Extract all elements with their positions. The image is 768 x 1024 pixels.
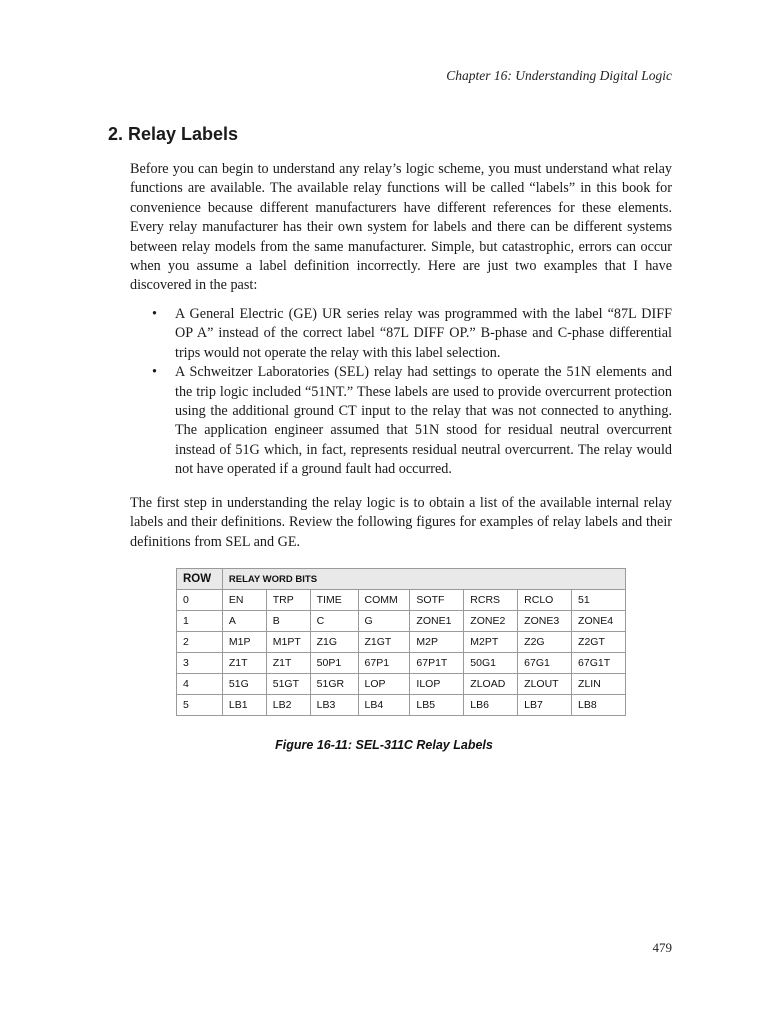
conclusion-paragraph: The first step in understanding the relay logic is to obtain a list of the available internal relay labels and their definitions. Review the following figures for examples of relay labels and their definitions from SEL and GE. — [130, 495, 672, 550]
relay-bit-cell: 51GR — [310, 674, 358, 695]
relay-bit-cell: 67G1T — [572, 653, 626, 674]
relay-bit-cell: LB8 — [572, 695, 626, 716]
relay-bit-cell: Z2GT — [572, 632, 626, 653]
relay-bit-cell: ZLIN — [572, 674, 626, 695]
relay-bit-cell: LOP — [358, 674, 410, 695]
relay-bit-cell: COMM — [358, 590, 410, 611]
row-number-cell: 5 — [177, 695, 223, 716]
table-row — [177, 674, 626, 695]
table-header-row — [177, 569, 626, 590]
intro-paragraph: Before you can begin to understand any relay’s logic scheme, you must understand what relay functions are available. The available relay functions will be called “labels” in this book for convenience because different manufacturers have different references for these elements. Every relay manufacturer has their own system for labels and there can be different systems between relay models from the same manufacturer. Simple, but catastrophic, errors can occur when you assume a label definition incorrectly. Here are just two examples that I have discovered in the past: — [130, 161, 672, 294]
section-heading: 2. Relay Labels — [108, 124, 239, 144]
relay-bit-cell: Z1GT — [358, 632, 410, 653]
relay-bit-cell: B — [266, 611, 310, 632]
relay-bit-cell: Z1T — [266, 653, 310, 674]
relay-bit-cell: 67P1T — [410, 653, 464, 674]
row-number-cell: 3 — [177, 653, 223, 674]
relay-bit-cell: A — [222, 611, 266, 632]
relay-bit-cell: ILOP — [410, 674, 464, 695]
relay-bit-cell: LB4 — [358, 695, 410, 716]
relay-bit-cell: RCLO — [518, 590, 572, 611]
relay-bit-cell: Z1T — [222, 653, 266, 674]
table-row — [177, 590, 626, 611]
relay-word-bits-table — [176, 568, 626, 716]
table-row — [177, 632, 626, 653]
row-number-cell: 2 — [177, 632, 223, 653]
relay-bit-cell: ZLOUT — [518, 674, 572, 695]
relay-bit-cell: TRP — [266, 590, 310, 611]
table-row — [177, 695, 626, 716]
relay-bit-cell: 50P1 — [310, 653, 358, 674]
relay-bit-cell: C — [310, 611, 358, 632]
relay-bit-cell: ZONE2 — [464, 611, 518, 632]
relay-bit-cell: EN — [222, 590, 266, 611]
running-header: Chapter 16: Understanding Digital Logic — [446, 68, 672, 83]
relay-bit-cell: 51GT — [266, 674, 310, 695]
bullet-item-sel — [130, 363, 672, 479]
bullet-item-ge — [130, 305, 672, 363]
relay-bit-cell: TIME — [310, 590, 358, 611]
relay-bit-cell: M2PT — [464, 632, 518, 653]
relay-bit-cell: LB3 — [310, 695, 358, 716]
bullet-icon: • — [152, 364, 157, 381]
relay-bit-cell: 67P1 — [358, 653, 410, 674]
relay-bit-cell: ZONE1 — [410, 611, 464, 632]
relay-bit-cell: M1P — [222, 632, 266, 653]
relay-bit-cell: 51 — [572, 590, 626, 611]
table-row — [177, 653, 626, 674]
relay-bit-cell: 51G — [222, 674, 266, 695]
relay-bit-cell: 50G1 — [464, 653, 518, 674]
bullet-icon: • — [152, 306, 157, 322]
relay-bit-cell: ZONE3 — [518, 611, 572, 632]
bullet-text: A General Electric (GE) UR series relay was programmed with the label “87L DIFF OP A” instead of the correct label “87L DIFF OP.” B-phase and C-phase differential trips would not operate the relay with this label selection. — [175, 306, 672, 361]
page-number: 479 — [652, 940, 672, 955]
bullet-text: A Schweitzer Laboratories (SEL) relay had settings to operate the 51N elements and the trip logic included “51NT.” These labels are used to provide overcurrent protection using the additional ground CT input to the relay that was not connected to anything. The application engineer assumed that 51N stood for residual neutral overcurrent instead of 51G which, in fact, represents residual neutral overcurrent. The relay would not have operated if a ground fault had occurred. — [175, 364, 672, 478]
relay-bit-cell: SOTF — [410, 590, 464, 611]
bullet-list — [130, 305, 672, 480]
table-row — [177, 611, 626, 632]
relay-bit-cell: ZLOAD — [464, 674, 518, 695]
relay-bit-cell: 67G1 — [518, 653, 572, 674]
relay-bit-cell: M1PT — [266, 632, 310, 653]
relay-bit-cell: M2P — [410, 632, 464, 653]
relay-bit-cell: LB1 — [222, 695, 266, 716]
relay-bit-cell: Z1G — [310, 632, 358, 653]
relay-bit-cell: LB7 — [518, 695, 572, 716]
relay-bit-cell: ZONE4 — [572, 611, 626, 632]
table-body — [177, 590, 626, 716]
row-column-header: ROW — [177, 569, 223, 590]
relay-bit-cell: LB6 — [464, 695, 518, 716]
row-number-cell: 0 — [177, 590, 223, 611]
relay-bit-cell: G — [358, 611, 410, 632]
relay-bit-cell: Z2G — [518, 632, 572, 653]
relay-word-bits-header: RELAY WORD BITS — [222, 569, 625, 590]
relay-bit-cell: RCRS — [464, 590, 518, 611]
relay-bit-cell: LB5 — [410, 695, 464, 716]
row-number-cell: 1 — [177, 611, 223, 632]
relay-bit-cell: LB2 — [266, 695, 310, 716]
row-number-cell: 4 — [177, 674, 223, 695]
figure-caption: Figure 16-11: SEL-311C Relay Labels — [275, 738, 493, 752]
